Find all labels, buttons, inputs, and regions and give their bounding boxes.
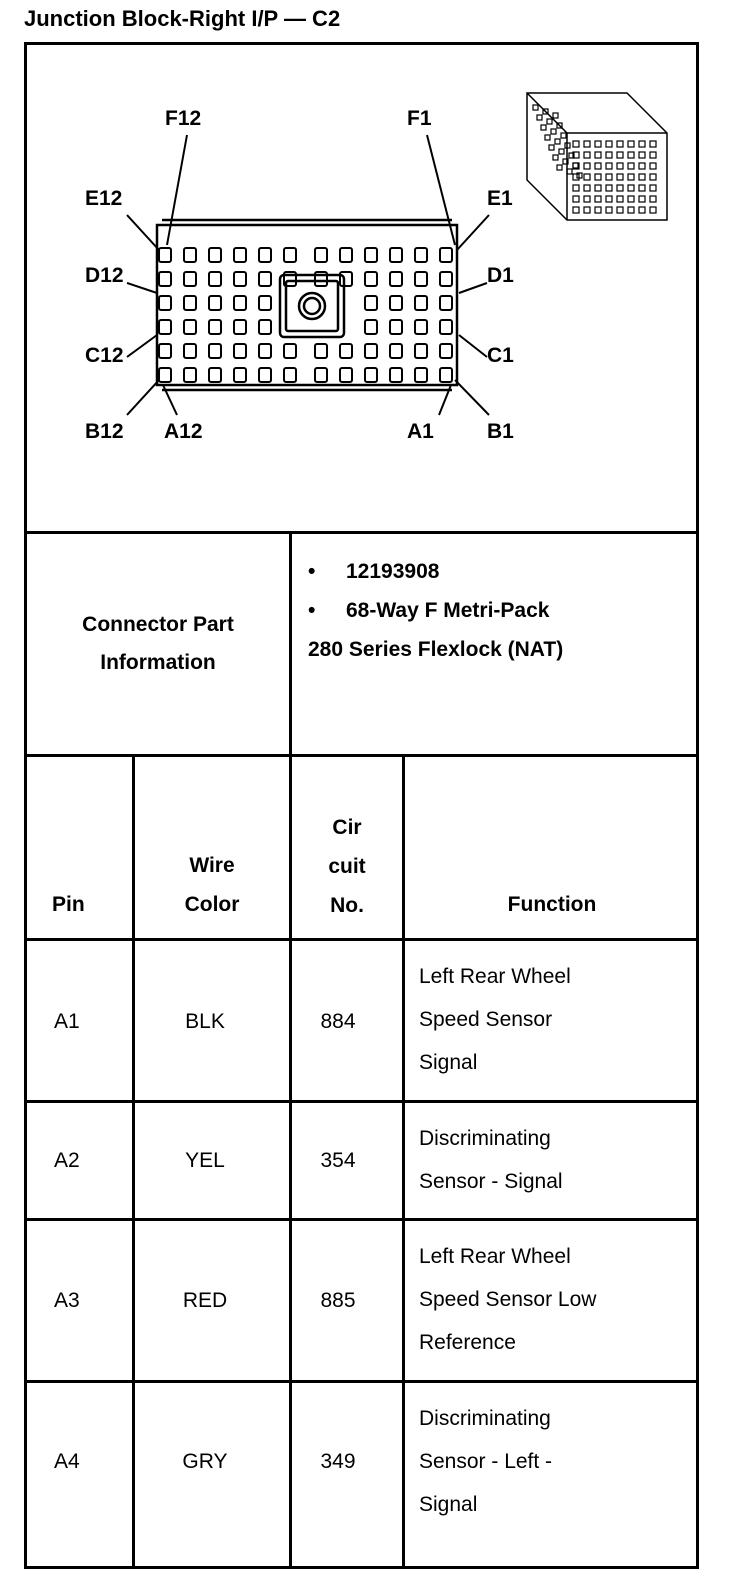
pin-cavity — [415, 344, 427, 358]
row-2-pin: A2 — [54, 1149, 80, 1172]
pin-cavity — [440, 320, 452, 334]
header-function-text: Function — [507, 893, 597, 916]
iso-pin — [606, 207, 612, 213]
iso-pin — [584, 152, 590, 158]
iso-pin — [561, 133, 566, 138]
pin-cavity — [159, 368, 171, 382]
iso-pin — [628, 196, 634, 202]
iso-pin — [595, 207, 601, 213]
pin-cavity — [365, 368, 377, 382]
pin-cavity — [234, 344, 246, 358]
row-4-function-line2: Sensor - Left - — [419, 1450, 553, 1473]
row-4-function-line1: Discriminating — [419, 1407, 551, 1430]
header-wire-color — [135, 846, 289, 924]
header-pin-text: Pin — [52, 893, 85, 916]
pin-cavity — [365, 272, 377, 286]
row-3-function-line3: Reference — [419, 1331, 516, 1354]
iso-pin — [595, 163, 601, 169]
iso-pin — [628, 141, 634, 147]
iso-pin — [595, 185, 601, 191]
header-pin — [52, 885, 85, 925]
row-2-color: YEL — [185, 1149, 225, 1172]
leader-line — [457, 215, 489, 250]
pin-label-f1: F1 — [407, 107, 432, 130]
part-number: 12193908 — [346, 560, 440, 583]
leader-line — [127, 335, 157, 357]
pin-cavity — [315, 248, 327, 262]
iso-pin — [617, 185, 623, 191]
divider-row-1 — [24, 1100, 699, 1103]
pin-cavity — [390, 368, 402, 382]
iso-pin — [573, 141, 579, 147]
iso-pin — [553, 155, 558, 160]
iso-pin — [639, 163, 645, 169]
pin-cavity — [209, 344, 221, 358]
pin-cavity — [340, 344, 352, 358]
iso-pin — [545, 135, 550, 140]
pin-cavity — [234, 296, 246, 310]
description-line — [308, 591, 549, 630]
divider-header — [24, 938, 699, 941]
row-3-pin: A3 — [54, 1289, 80, 1312]
iso-pin — [639, 174, 645, 180]
pin-cavity — [415, 368, 427, 382]
iso-pin — [639, 152, 645, 158]
row-3-circuit: 885 — [320, 1289, 356, 1312]
iso-pin — [537, 115, 542, 120]
pin-cavity — [340, 368, 352, 382]
pin-cavity — [184, 272, 196, 286]
pin-label-d12: D12 — [85, 264, 124, 287]
leader-line — [167, 135, 187, 245]
iso-pin — [606, 141, 612, 147]
pin-cavity — [234, 320, 246, 334]
row-1-function-line1: Left Rear Wheel — [419, 965, 571, 988]
pin-label-a12: A12 — [164, 420, 203, 443]
pin-cavity — [365, 296, 377, 310]
row-3-function — [419, 1235, 596, 1364]
connector-diagram — [27, 45, 697, 529]
pin-cavity — [184, 320, 196, 334]
pin-label-b1: B1 — [487, 420, 514, 443]
pin-label-e12: E12 — [85, 187, 123, 210]
divider-row-3 — [24, 1380, 699, 1383]
iso-pin — [628, 207, 634, 213]
iso-pin — [639, 207, 645, 213]
header-circuit-line1: Cir — [332, 816, 362, 839]
row-4-function — [419, 1397, 552, 1526]
connector-info-label — [27, 534, 289, 754]
iso-pin — [595, 152, 601, 158]
header-wire-line1: Wire — [189, 854, 235, 877]
iso-pin — [584, 207, 590, 213]
iso-pin — [606, 152, 612, 158]
pin-label-e1: E1 — [487, 187, 513, 210]
iso-pin — [584, 163, 590, 169]
pin-cavity — [440, 344, 452, 358]
row-2-function — [419, 1117, 563, 1203]
pin-cavity — [390, 296, 402, 310]
page-title: Junction Block-Right I/P — C2 — [24, 6, 341, 31]
pin-cavity — [365, 344, 377, 358]
pin-cavity — [159, 248, 171, 262]
pin-cavity — [159, 296, 171, 310]
pin-cavity — [234, 368, 246, 382]
header-circuit-line2: cuit — [328, 855, 366, 878]
pin-cavity — [390, 344, 402, 358]
leader-line — [455, 380, 489, 415]
pin-label-c12: C12 — [85, 344, 124, 367]
iso-pin — [573, 174, 579, 180]
iso-pin — [573, 185, 579, 191]
iso-pin — [606, 163, 612, 169]
iso-pin — [606, 174, 612, 180]
pin-cavity — [284, 344, 296, 358]
divider-info — [24, 754, 699, 757]
connector-face — [157, 220, 457, 390]
header-circuit — [292, 808, 402, 925]
pin-cavity — [390, 272, 402, 286]
pin-label-c1: C1 — [487, 344, 514, 367]
iso-pin — [584, 174, 590, 180]
pin-cavity — [365, 248, 377, 262]
row-4-pin: A4 — [54, 1450, 80, 1473]
row-3-color: RED — [182, 1289, 228, 1312]
connector-info-value — [308, 552, 693, 669]
iso-pin — [650, 185, 656, 191]
iso-pin — [541, 125, 546, 130]
leader-line — [459, 283, 487, 293]
pin-cavity — [159, 272, 171, 286]
pin-cavity — [390, 320, 402, 334]
divider-col-3 — [402, 754, 405, 1569]
iso-pin — [639, 185, 645, 191]
pin-grid — [159, 248, 452, 382]
pin-cavity — [184, 368, 196, 382]
pin-cavity — [159, 344, 171, 358]
header-wire-line2: Color — [184, 893, 240, 916]
pin-cavity — [209, 320, 221, 334]
bullet: • — [308, 560, 316, 583]
leader-line — [127, 215, 159, 250]
iso-pin — [584, 141, 590, 147]
pin-cavity — [440, 296, 452, 310]
pin-cavity — [209, 368, 221, 382]
pin-cavity — [315, 344, 327, 358]
row-3-function-line2: Speed Sensor Low — [419, 1288, 597, 1311]
bullet: • — [308, 599, 316, 622]
iso-pin — [628, 185, 634, 191]
pin-cavity — [415, 320, 427, 334]
row-1-function — [419, 955, 571, 1084]
row-4-color: GRY — [182, 1450, 228, 1473]
iso-pin — [559, 149, 564, 154]
row-3-function-line1: Left Rear Wheel — [419, 1245, 571, 1268]
iso-pin — [650, 196, 656, 202]
pin-cavity — [440, 272, 452, 286]
pin-cavity — [209, 272, 221, 286]
iso-pin — [650, 141, 656, 147]
iso-pin — [553, 113, 558, 118]
row-2-circuit: 354 — [320, 1149, 356, 1172]
pin-cavity — [440, 368, 452, 382]
pin-label-d1: D1 — [487, 264, 514, 287]
iso-pin — [617, 152, 623, 158]
description-line2: 280 Series Flexlock (NAT) — [308, 638, 564, 661]
iso-pin — [650, 174, 656, 180]
iso-pin — [639, 141, 645, 147]
pin-cavity — [340, 248, 352, 262]
iso-pin — [595, 174, 601, 180]
iso-pin — [617, 141, 623, 147]
pin-cavity — [415, 272, 427, 286]
iso-pin — [650, 163, 656, 169]
row-1-circuit: 884 — [320, 1010, 356, 1033]
pin-cavity — [259, 272, 271, 286]
iso-pin — [650, 152, 656, 158]
pin-label-f12: F12 — [165, 107, 202, 130]
iso-pin — [555, 139, 560, 144]
leader-line — [127, 283, 157, 293]
connector-info-label-line1: Connector Part — [82, 613, 234, 636]
iso-pin — [557, 165, 562, 170]
leader-line — [427, 135, 455, 245]
connector-iso-pins — [533, 105, 656, 213]
iso-pin — [617, 174, 623, 180]
row-1-function-line3: Signal — [419, 1051, 478, 1074]
connector-info-label-line2: Information — [100, 651, 216, 674]
pin-cavity — [259, 248, 271, 262]
iso-pin — [573, 207, 579, 213]
pin-cavity — [284, 248, 296, 262]
row-2-function-line1: Discriminating — [419, 1127, 551, 1150]
iso-pin — [573, 196, 579, 202]
row-4-circuit: 349 — [320, 1450, 356, 1473]
pin-cavity — [209, 296, 221, 310]
divider-info-col — [289, 531, 292, 757]
iso-pin — [547, 119, 552, 124]
pin-cavity — [209, 248, 221, 262]
iso-pin — [551, 129, 556, 134]
pin-cavity — [284, 368, 296, 382]
iso-pin — [650, 207, 656, 213]
center-boss — [280, 275, 344, 337]
row-1-pin: A1 — [54, 1010, 80, 1033]
header-circuit-line3: No. — [330, 894, 364, 917]
iso-pin — [584, 185, 590, 191]
row-1-function-line2: Speed Sensor — [419, 1008, 553, 1031]
pin-cavity — [315, 368, 327, 382]
iso-pin — [628, 152, 634, 158]
pin-label-a1: A1 — [407, 420, 434, 443]
pin-cavity — [184, 296, 196, 310]
iso-pin — [617, 196, 623, 202]
pin-cavity — [259, 296, 271, 310]
pin-cavity — [259, 368, 271, 382]
pin-cavity — [184, 344, 196, 358]
iso-pin — [639, 196, 645, 202]
row-4-function-line3: Signal — [419, 1493, 478, 1516]
header-function — [405, 885, 699, 925]
iso-pin — [549, 145, 554, 150]
row-2-function-line2: Sensor - Signal — [419, 1170, 563, 1193]
pin-cavity — [415, 248, 427, 262]
iso-pin — [617, 207, 623, 213]
pin-cavity — [234, 248, 246, 262]
pin-cavity — [365, 320, 377, 334]
iso-pin — [628, 163, 634, 169]
pin-cavity — [234, 272, 246, 286]
iso-pin — [595, 196, 601, 202]
iso-pin — [533, 105, 538, 110]
description-line1: 68-Way F Metri-Pack — [346, 599, 550, 622]
pin-cavity — [184, 248, 196, 262]
part-number-line — [308, 552, 439, 591]
leader-line — [459, 335, 487, 357]
iso-pin — [617, 163, 623, 169]
iso-pin — [606, 185, 612, 191]
pin-label-b12: B12 — [85, 420, 124, 443]
pin-cavity — [259, 320, 271, 334]
divider-row-2 — [24, 1218, 699, 1221]
iso-pin — [595, 141, 601, 147]
pin-cavity — [159, 320, 171, 334]
pin-cavity — [390, 248, 402, 262]
pin-cavity — [259, 344, 271, 358]
iso-pin — [606, 196, 612, 202]
iso-pin — [628, 174, 634, 180]
pin-cavity — [415, 296, 427, 310]
leader-line — [127, 380, 159, 415]
row-1-color: BLK — [185, 1010, 225, 1033]
iso-pin — [573, 163, 578, 168]
pin-cavity — [440, 248, 452, 262]
iso-pin — [584, 196, 590, 202]
